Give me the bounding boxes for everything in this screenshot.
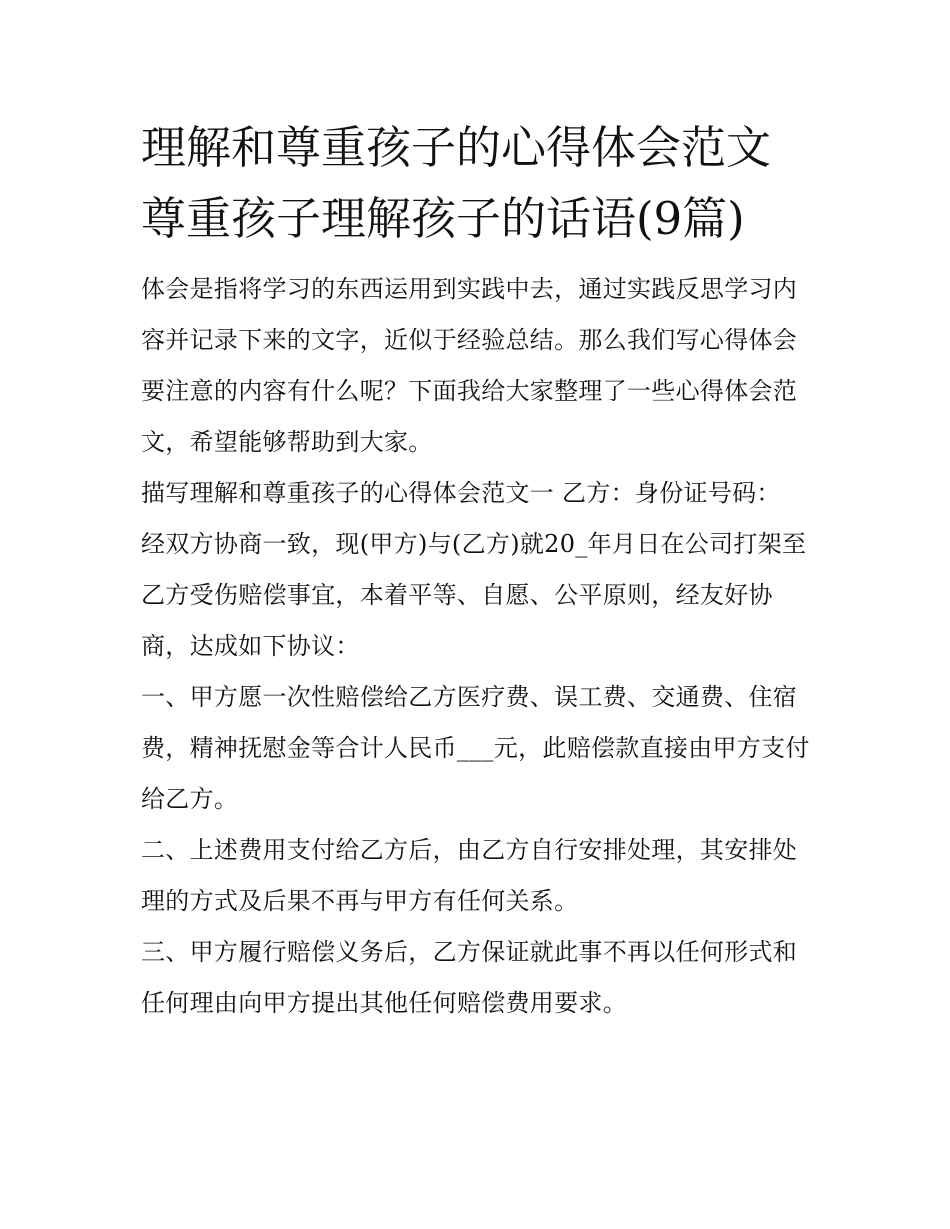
paragraph-clause-one: 一、甲方愿一次性赔偿给乙方医疗费、误工费、交通费、住宿费，精神抚慰金等合计人民币___元，此赔偿款直接由甲方支付给乙方。: [141, 683, 810, 813]
paragraph-agreement-preamble: 经双方协商一致，现(甲方)与(乙方)就20_年月日在公司打架至乙方受伤赔偿事宜，本着平等、自愿、公平原则，经友好协商，达成如下协议：: [141, 530, 807, 660]
document-title: 理解和尊重孩子的心得体会范文 尊重孩子理解孩子的话语(9篇): [141, 121, 772, 245]
paragraph-intro: 体会是指将学习的东西运用到实践中去，通过实践反思学习内容并记录下来的文字，近似于经验总结。那么我们写心得体会要注意的内容有什么呢？下面我给大家整理了一些心得体会范文，希望能够帮助到大家。: [141, 275, 798, 456]
paragraph-clause-three: 三、甲方履行赔偿义务后，乙方保证就此事不再以任何形式和任何理由向甲方提出其他任何赔偿费用要求。: [141, 938, 798, 1017]
document-page: [141, 112, 813, 1029]
paragraph-clause-two: 二、上述费用支付给乙方后，由乙方自行安排处理，其安排处理的方式及后果不再与甲方有任何关系。: [141, 836, 798, 915]
paragraph-heading-sample-one: 描写理解和尊重孩子的心得体会范文一 乙方：身份证号码：: [141, 479, 781, 507]
document-body: [141, 264, 813, 1029]
